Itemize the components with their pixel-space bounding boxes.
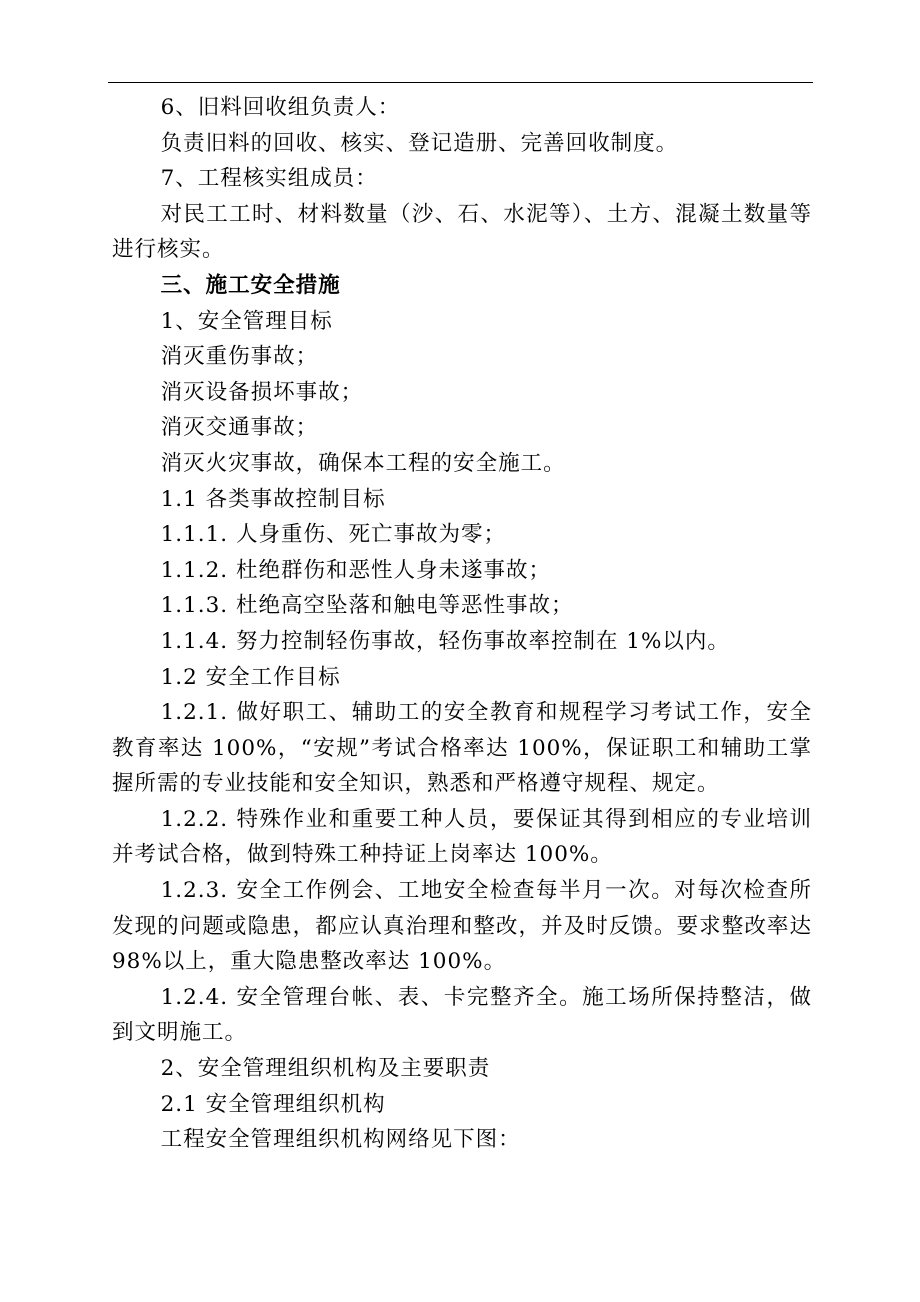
paragraph: 1.2.2. 特殊作业和重要工种人员，要保证其得到相应的专业培训并考试合格，做到特殊工种持证上岗率达 100%。 [112,806,812,868]
paragraph: 2、安全管理组织机构及主要职责 [160,1056,491,1082]
header-rule [108,82,813,83]
paragraph: 负责旧料的回收、核实、登记造册、完善回收制度。 [160,130,679,156]
paragraph: 1.1.1. 人身重伤、死亡事故为零； [160,522,506,548]
paragraph: 7、工程核实组成员： [160,166,378,192]
paragraph: 消灭交通事故； [160,415,319,441]
paragraph: 1.1.2. 杜绝群伤和恶性人身未遂事故； [160,557,551,583]
paragraph: 1.2.4. 安全管理台帐、表、卡完整齐全。施工场所保持整洁，做到文明施工。 [112,984,812,1046]
paragraph: 1.1 各类事故控制目标 [160,486,386,512]
paragraph: 1.1.3. 杜绝高空坠落和触电等恶性事故； [160,593,574,619]
paragraph: 工程安全管理组织机构网络见下图： [160,1127,521,1153]
paragraph: 6、旧料回收组负责人： [160,95,401,120]
document-body [112,90,812,1158]
paragraph: 消灭重伤事故； [160,344,319,370]
paragraph: 消灭设备损坏事故； [160,379,364,405]
paragraph: 1.2 安全工作目标 [160,664,341,690]
paragraph: 1.2.1. 做好职工、辅助工的安全教育和规程学习考试工作，安全教育率达 100%，“安规”考试合格率达 100%，保证职工和辅助工掌握所需的专业技能和安全知识，熟悉和严格遵守规程、规定。 [112,700,812,797]
paragraph: 消灭火灾事故，确保本工程的安全施工。 [160,450,566,476]
paragraph: 1、安全管理目标 [160,308,333,334]
paragraph: 1.2.3. 安全工作例会、工地安全检查每半月一次。对每次检查所发现的问题或隐患，都应认真治理和整改，并及时反馈。要求整改率达 98%以上，重大隐患整改率达 100%。 [112,878,812,975]
paragraph: 2.1 安全管理组织机构 [160,1091,386,1117]
section-heading: 三、施工安全措施 [160,272,341,298]
paragraph: 对民工工时、材料数量（沙、石、水泥等）、土方、混凝土数量等进行核实。 [112,201,812,263]
paragraph: 1.1.4. 努力控制轻伤事故，轻伤事故率控制在 1%以内。 [160,628,730,654]
